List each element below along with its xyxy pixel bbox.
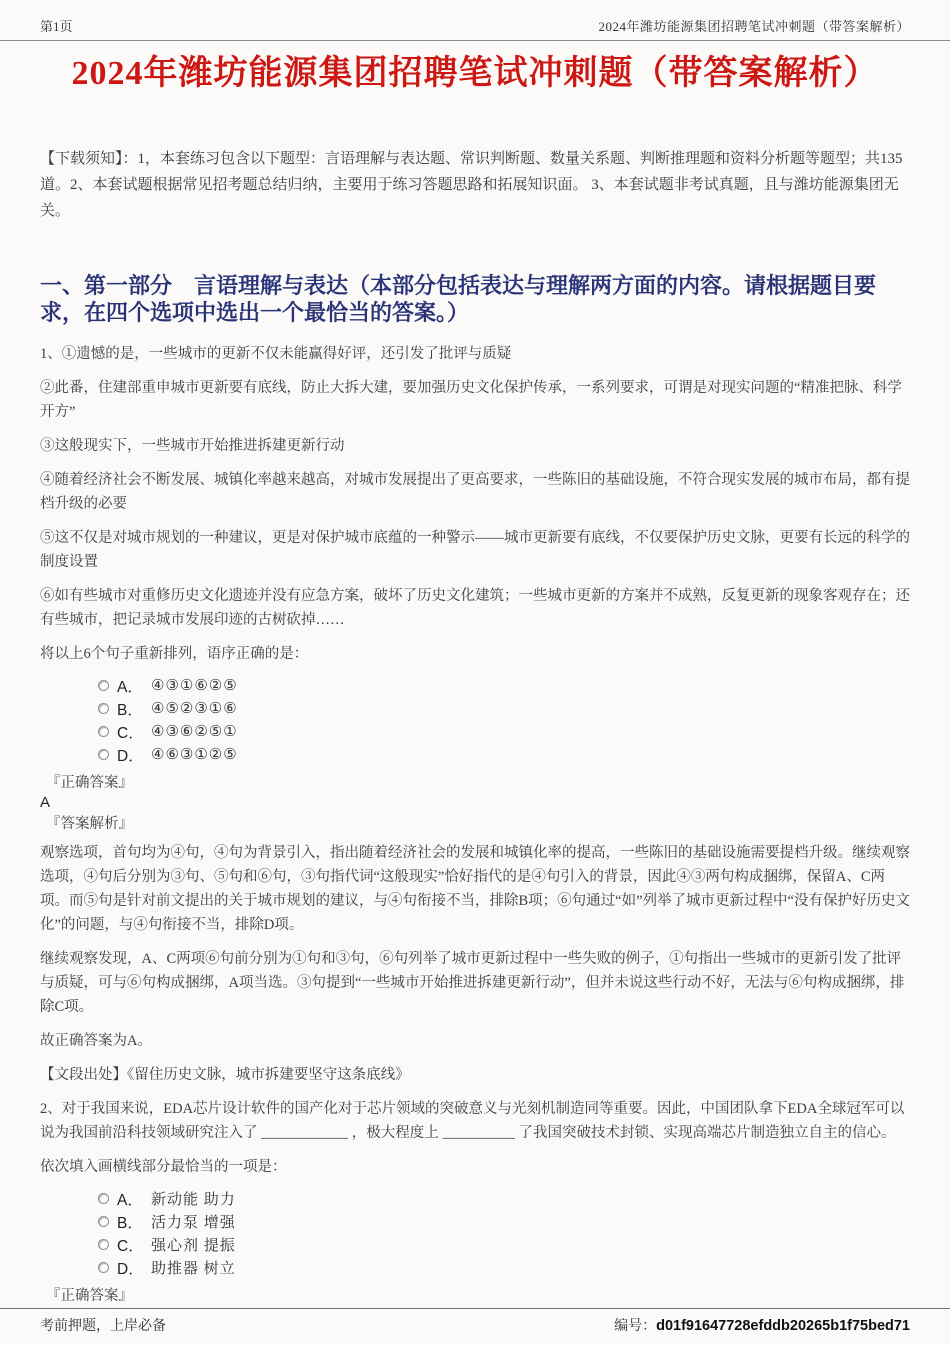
- q1-sentence-1: 1、①遗憾的是，一些城市的更新不仅未能赢得好评，还引发了批评与质疑: [40, 346, 512, 362]
- q2-option-c[interactable]: [98, 1233, 910, 1256]
- section-heading: 一、第一部分 言语理解与表达（本部分包括表达与理解两方面的内容。请根据题目要求，在四个选项中选出一个最恰当的答案。）: [40, 273, 877, 325]
- radio-button-icon[interactable]: [98, 680, 109, 691]
- q1-answer-block: [40, 774, 910, 834]
- option-text: 助推器 树立: [151, 1261, 236, 1277]
- radio-button-icon[interactable]: [98, 703, 109, 714]
- content-area: [0, 146, 950, 1325]
- q2-option-d[interactable]: [98, 1256, 910, 1279]
- radio-button-icon[interactable]: [98, 1239, 109, 1250]
- q1-options: [98, 674, 910, 766]
- option-text: 强心剂 提振: [151, 1238, 236, 1254]
- option-letter: C．: [117, 724, 144, 742]
- q1-sentence-4: ④随着经济社会不断发展、城镇化率越来越高，对城市发展提出了更高要求，一些陈旧的基础设施，不符合现实发展的城市布局，都有提档升级的必要: [40, 472, 910, 512]
- footer-serial-label: 编号：: [614, 1319, 657, 1334]
- radio-button-icon[interactable]: [98, 1193, 109, 1204]
- q1-sentence-3: ③这般现实下，一些城市开始推进拆建更新行动: [40, 438, 345, 454]
- footer-serial: [614, 1315, 910, 1335]
- option-letter: A．: [117, 1191, 143, 1209]
- q1-option-c[interactable]: [98, 720, 910, 743]
- option-letter: C．: [117, 1237, 144, 1255]
- option-text: ④⑥③①②⑤: [151, 747, 238, 763]
- option-text: 活力泵 增强: [151, 1215, 236, 1231]
- option-letter: B．: [117, 701, 143, 719]
- q1-correct-answer-label: 『正确答案』: [46, 775, 133, 791]
- q2-correct-answer-label: 『正确答案』: [46, 1288, 133, 1304]
- q1-source-citation: 【文段出处】《留住历史文脉，城市拆建要坚守这条底线》: [40, 1067, 410, 1083]
- q1-option-d[interactable]: [98, 743, 910, 766]
- q2-option-a[interactable]: [98, 1187, 910, 1210]
- page-header: [0, 0, 950, 41]
- radio-button-icon[interactable]: [98, 1216, 109, 1227]
- q1-sentence-6: ⑥如有些城市对重修历史文化遗迹并没有应急方案，破坏了历史文化建筑；一些城市更新的方案并不成熟，反复更新的现象客观存在；还有些城市，把记录城市发展印迹的古树砍掉……: [40, 588, 910, 628]
- option-text: 新动能 助力: [151, 1192, 236, 1208]
- option-letter: B．: [117, 1214, 143, 1232]
- header-doc-title: 2024年潍坊能源集团招聘笔试冲刺题（带答案解析）: [598, 19, 910, 34]
- download-notice: 【下载须知】：1，本套练习包含以下题型：言语理解与表达题、常识判断题、数量关系题、判断推理题和资料分析题等题型；共135道。2、本套试题根据常见招考题总结归纳，主要用于练习答题思路和拓展知识面。 3、本套试题非考试真题，且与潍坊能源集团无关。: [40, 151, 903, 219]
- header-page-number: 第1页: [40, 19, 73, 34]
- q1-sentence-5: ⑤这不仅是对城市规划的一种建议，更是对保护城市底蕴的一种警示——城市更新要有底线，不仅要保护历史文脉，更要有长远的科学的制度设置: [40, 530, 910, 570]
- q1-option-b[interactable]: [98, 697, 910, 720]
- q2-options: [98, 1187, 910, 1279]
- option-text: ④③⑥②⑤①: [151, 724, 238, 740]
- page-title: 2024年潍坊能源集团招聘笔试冲刺题（带答案解析）: [71, 55, 879, 92]
- radio-button-icon[interactable]: [98, 1262, 109, 1273]
- q1-option-a[interactable]: [98, 674, 910, 697]
- q1-correct-answer: A: [40, 794, 51, 811]
- q2-prompt: 依次填入画横线部分最恰当的一项是：: [40, 1159, 287, 1175]
- question-2: [40, 1097, 910, 1325]
- q1-analysis-conclusion: 故正确答案为A。: [40, 1033, 152, 1049]
- footer-serial-value: d01f91647728efddb20265b1f75bed71: [656, 1318, 910, 1334]
- footer-slogan: 考前押题，上岸必备: [40, 1319, 166, 1334]
- option-letter: D．: [117, 1260, 144, 1278]
- option-text: ④⑤②③①⑥: [151, 701, 238, 717]
- radio-button-icon[interactable]: [98, 749, 109, 760]
- radio-button-icon[interactable]: [98, 726, 109, 737]
- q2-stem: 2、对于我国来说，EDA芯片设计软件的国产化对于芯片领域的突破意义与光刻机制造同等重要。因此，中国团队拿下EDA全球冠军可以说为我国前沿科技领域研究注入了 ____________ ，极大程度上 __________ 了我国突破技术封锁、实现高端芯片制造独立自主的信心。: [40, 1101, 905, 1141]
- q1-analysis-paragraph-1: 观察选项，首句均为④句，④句为背景引入，指出随着经济社会的发展和城镇化率的提高，一些陈旧的基础设施需要提档升级。继续观察选项，④句后分别为③句、⑤句和⑥句，③句指代词“这般现实”恰好指代的是④句引入的背景，因此④③两句构成捆绑，保留A、C两项。而⑤句是针对前文提出的关于城市规划的建议，与④句衔接不当，排除B项；⑥句通过“如”列举了城市更新过程中“没有保护好历史文化”的问题，与④句衔接不当，排除D项。: [40, 845, 910, 933]
- q1-sentence-2: ②此番，住建部重申城市更新要有底线，防止大拆大建，要加强历史文化保护传承，一系列要求，可谓是对现实问题的“精准把脉、科学开方”: [40, 380, 902, 420]
- question-1: [40, 342, 910, 1087]
- q1-analysis-paragraph-2: 继续观察发现，A、C两项⑥句前分别为①句和③句，⑥句列举了城市更新过程中一些失败的例子，①句指出一些城市的更新引发了批评与质疑，可与⑥句构成捆绑，A项当选。③句提到“一些城市开始推进拆建更新行动”，但并未说这些行动不好，无法与⑥句构成捆绑，排除C项。: [40, 951, 905, 1015]
- q1-prompt: 将以上6个句子重新排列，语序正确的是：: [40, 646, 309, 662]
- option-letter: D．: [117, 747, 144, 765]
- q1-analysis-label: 『答案解析』: [46, 816, 133, 832]
- option-letter: A．: [117, 678, 143, 696]
- page-footer: [0, 1308, 950, 1345]
- option-text: ④③①⑥②⑤: [151, 678, 238, 694]
- q2-option-b[interactable]: [98, 1210, 910, 1233]
